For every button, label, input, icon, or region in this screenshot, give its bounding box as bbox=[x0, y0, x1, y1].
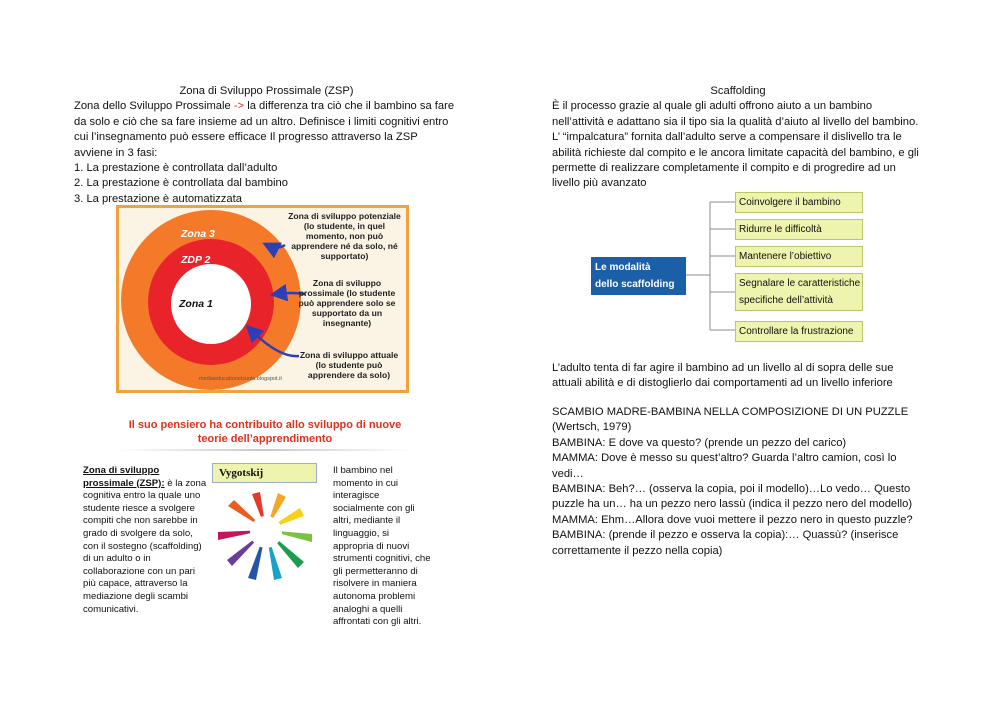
thought-heading: Il suo pensiero ha contribuito allo sviluppo di nuove teorie dell’apprendimento bbox=[128, 419, 402, 445]
zsp-definition-heading: Zona di sviluppo prossimale (ZSP): bbox=[83, 465, 165, 489]
zsp-intro-text-cont: la differenza tra ciò che il bambino sa fare da solo e ciò che sa fare insieme ad un altro. Definisce i limiti cognitivi entro cui l’insegnamento può essere efficace Il progresso attraverso la ZSP avviene in 3 fasi: bbox=[74, 100, 455, 159]
left-column bbox=[74, 84, 459, 207]
step-1: 1. La prestazione è controllata dall’adulto bbox=[74, 162, 278, 175]
root-line-2: dello scaffolding bbox=[595, 279, 675, 290]
exchange-section bbox=[552, 405, 924, 559]
step-2: 2. La prestazione è controllata dal bambino bbox=[74, 177, 288, 190]
annotation-actual: Zona di sviluppo attuale (lo studente può apprendere da solo) bbox=[299, 350, 399, 380]
zsp-title: Zona di Sviluppo Prossimale (ZSP) bbox=[179, 85, 354, 97]
vygotskij-label: Vygotskij bbox=[212, 463, 317, 483]
arrow-glyph: -> bbox=[233, 100, 245, 113]
root-line-1: Le modalità bbox=[595, 262, 651, 273]
zsp-definition bbox=[83, 465, 208, 616]
mode-box-2: Ridurre le difficoltà bbox=[735, 219, 863, 240]
dialogue-line: BAMBINA: Beh?… (osserva la copia, poi il modello)…Lo vedo… Questo puzzle ha un… ha un pezzo nero lassù (indica il pezzo nero del modello) bbox=[552, 483, 913, 511]
mode-box-4: Segnalare le caratteristiche specifiche dell’attività bbox=[735, 273, 863, 311]
zsp-definition-body: è la zona cognitiva entro la quale uno studente riesce a svolgere compiti che non sarebbe in grado di svolgere da solo, con il sostegno (scaffolding) di un adulto o in collaborazione con un pari più capace, attraverso la mediazione degli scambi comunicativi. bbox=[83, 477, 207, 615]
mode-box-5: Controllare la frustrazione bbox=[735, 321, 863, 342]
annotation-potential: Zona di sviluppo potenziale (lo studente, in quel momento, non può apprendere né da solo, né supportato) bbox=[288, 211, 401, 261]
zsp-intro-text: Zona dello Sviluppo Prossimale bbox=[74, 100, 234, 113]
dialogue-line: BAMBINA: E dove va questo? (prende un pezzo del carico) bbox=[552, 436, 847, 449]
figure-watermark: mediaeducationeisuola.blogspot.it bbox=[199, 376, 282, 382]
step-3: 3. La prestazione è automatizzata bbox=[74, 192, 242, 205]
hands-circle-image bbox=[207, 490, 325, 586]
zone1-label: Zona 1 bbox=[179, 298, 213, 310]
scaffolding-intro: È il processo grazie al quale gli adulti offrono aiuto a un bambino nell’attività e adattano sia il tipo sia la qualità d’aiuto al livello del bambino. L’ “impalcatura” fornita dall’adulto serve a compensare il dislivello tra le abilità richieste dal compito e le ancora limitate capacità del bambino, e gli permette di realizzare completamente il compito e di progredire ad un livello più avanzato bbox=[552, 100, 919, 190]
zone3-label: Zona 3 bbox=[181, 228, 215, 240]
scaffolding-title: Scaffolding bbox=[710, 85, 766, 97]
dialogue-line: BAMBINA: (prende il pezzo e osserva la copia):… Quassù? (inserisce correttamente il pezzo nella copia) bbox=[552, 529, 899, 557]
mode-box-3: Mantenere l’obiettivo bbox=[735, 246, 863, 267]
dialogue-line: MAMMA: Ehm…Allora dove vuoi mettere il pezzo nero in questo puzzle? bbox=[552, 513, 913, 526]
right-column bbox=[552, 84, 924, 192]
mode-box-1: Coinvolgere il bambino bbox=[735, 192, 863, 213]
exchange-title: SCAMBIO MADRE-BAMBINA NELLA COMPOSIZIONE DI UN PUZZLE bbox=[552, 406, 909, 418]
zsp-diagram bbox=[116, 205, 409, 393]
zdp2-label: ZDP 2 bbox=[181, 254, 211, 266]
scaffold-connectors bbox=[686, 196, 738, 336]
scaffolding-modes-root bbox=[591, 257, 686, 295]
dialogue-line: MAMMA: Dove è messo su quest’altro? Guarda l’altro camion, così lo vedi… bbox=[552, 452, 897, 480]
zsp-intro bbox=[74, 99, 459, 161]
divider bbox=[118, 449, 410, 451]
child-text: Il bambino nel momento in cui interagisce socialmente con gli altri, mediante il linguaggio, si appropria di nuovi strumenti cognitivi, che gli permetteranno di risolvere in maniera autonoma problemi analoghi a quelli affrontati con gli altri. bbox=[333, 465, 431, 628]
adult-paragraph: L’adulto tenta di far agire il bambino ad un livello al di sopra delle sue attuali abilità e di distoglierlo dai comportamenti ad un livello inferiore bbox=[552, 362, 894, 390]
exchange-reference: (Wertsch, 1979) bbox=[552, 421, 632, 434]
annotation-proximal: Zona di sviluppo prossimale (lo studente può apprendere solo se supportato da un insegnante) bbox=[298, 278, 396, 328]
